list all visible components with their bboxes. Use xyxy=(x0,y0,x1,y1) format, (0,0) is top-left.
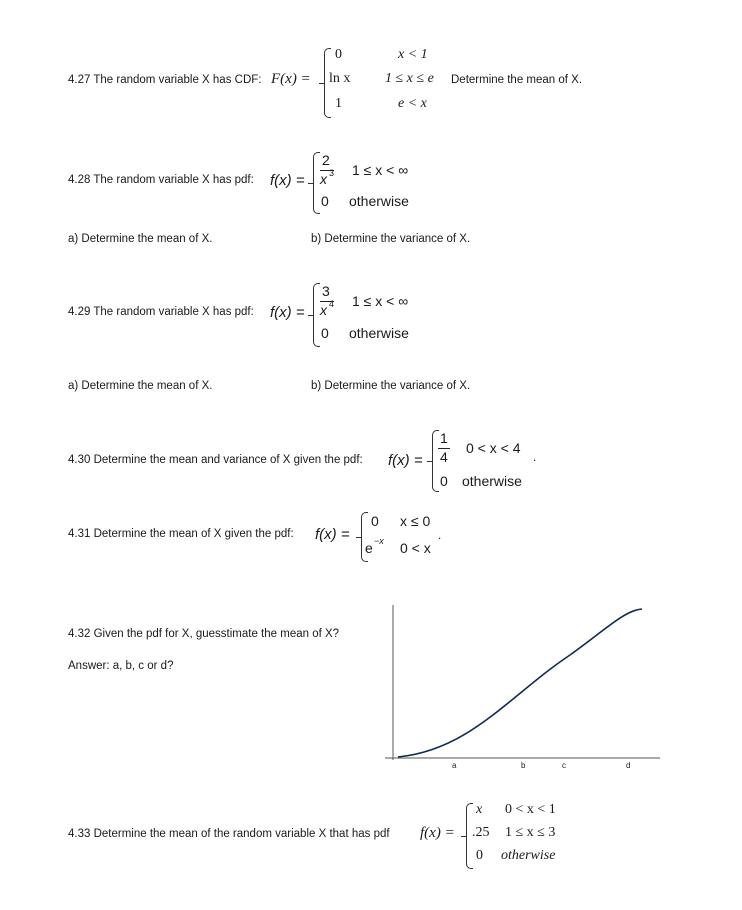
case-condition: 1 ≤ x < ∞ xyxy=(352,293,409,309)
problem-4-32-text: 4.32 Given the pdf for X, guesstimate the mean of X? xyxy=(68,628,340,640)
problem-4-31-text: 4.31 Determine the mean of X given the pdf: xyxy=(68,528,294,540)
part-a: a) Determine the mean of X. xyxy=(68,380,213,392)
case-condition: e < x xyxy=(398,96,427,111)
case-condition: 0 < x xyxy=(400,540,431,556)
case-condition: 1 ≤ x < ∞ xyxy=(352,162,409,178)
problem-4-28-function: f(x) = xyxy=(270,172,305,189)
fraction-denominator: 4 xyxy=(440,449,448,465)
exponent: −x xyxy=(374,536,384,546)
exponent: 4 xyxy=(329,299,335,309)
problem-4-27-tail: Determine the mean of X. xyxy=(451,74,583,86)
problem-4-28-text: 4.28 The random variable X has pdf: xyxy=(68,174,254,186)
case-condition: 1 ≤ x ≤ 3 xyxy=(505,825,556,840)
case-value: ln x xyxy=(329,71,351,86)
case-condition: otherwise xyxy=(349,325,409,341)
fraction-denominator: x xyxy=(320,302,327,318)
case-value: .25 xyxy=(472,825,490,840)
case-condition: 0 < x < 1 xyxy=(505,802,556,817)
case-value: 0 xyxy=(371,513,379,529)
case-value: 0 xyxy=(440,473,448,489)
fraction-numerator: 2 xyxy=(322,152,330,168)
piecewise-brace xyxy=(432,430,439,492)
problem-4-27-text: 4.27 The random variable X has CDF: xyxy=(68,74,262,86)
fraction-denominator: x xyxy=(320,171,327,187)
case-value: 1 xyxy=(335,96,342,111)
problem-4-27-function: F(x) = xyxy=(271,71,311,87)
case-value: 0 xyxy=(321,325,329,341)
piecewise-brace xyxy=(313,152,320,214)
tick-label-d: d xyxy=(626,761,631,770)
case-condition: 1 ≤ x ≤ e xyxy=(385,71,434,86)
problem-4-30-function: f(x) = xyxy=(388,452,423,469)
case-condition: otherwise xyxy=(349,193,409,209)
case-value: 0 xyxy=(476,848,483,863)
pdf-curve xyxy=(398,609,642,757)
period: . xyxy=(438,530,442,542)
problem-4-29-function: f(x) = xyxy=(270,304,305,321)
answer-prompt: Answer: a, b, c or d? xyxy=(68,660,174,672)
case-value: 0 xyxy=(335,47,342,62)
problem-4-33-function: f(x) = xyxy=(420,825,455,841)
part-b: b) Determine the variance of X. xyxy=(311,380,471,392)
fraction-numerator: 3 xyxy=(322,283,330,299)
case-value: 0 xyxy=(321,193,329,209)
piecewise-brace xyxy=(313,283,320,347)
case-condition: x ≤ 0 xyxy=(400,513,431,529)
case-condition: x < 1 xyxy=(398,47,428,62)
problem-4-30-text: 4.30 Determine the mean and variance of X given the pdf: xyxy=(68,454,363,466)
tick-label-b: b xyxy=(521,761,526,770)
case-value: e xyxy=(365,540,373,556)
part-a: a) Determine the mean of X. xyxy=(68,233,213,245)
case-condition: otherwise xyxy=(501,848,556,863)
problem-4-31-function: f(x) = xyxy=(315,526,350,543)
case-condition: otherwise xyxy=(462,473,522,489)
tick-label-a: a xyxy=(452,761,457,770)
case-condition: 0 < x < 4 xyxy=(466,440,521,456)
period: . xyxy=(533,452,537,464)
problem-4-29-text: 4.29 The random variable X has pdf: xyxy=(68,306,254,318)
part-b: b) Determine the variance of X. xyxy=(311,233,471,245)
tick-label-c: c xyxy=(562,761,566,770)
case-value: x xyxy=(476,802,483,817)
pdf-graph xyxy=(380,600,662,776)
fraction-numerator: 1 xyxy=(440,430,448,446)
exponent: 3 xyxy=(329,168,335,178)
problem-4-33-text: 4.33 Determine the mean of the random variable X that has pdf xyxy=(68,828,390,840)
